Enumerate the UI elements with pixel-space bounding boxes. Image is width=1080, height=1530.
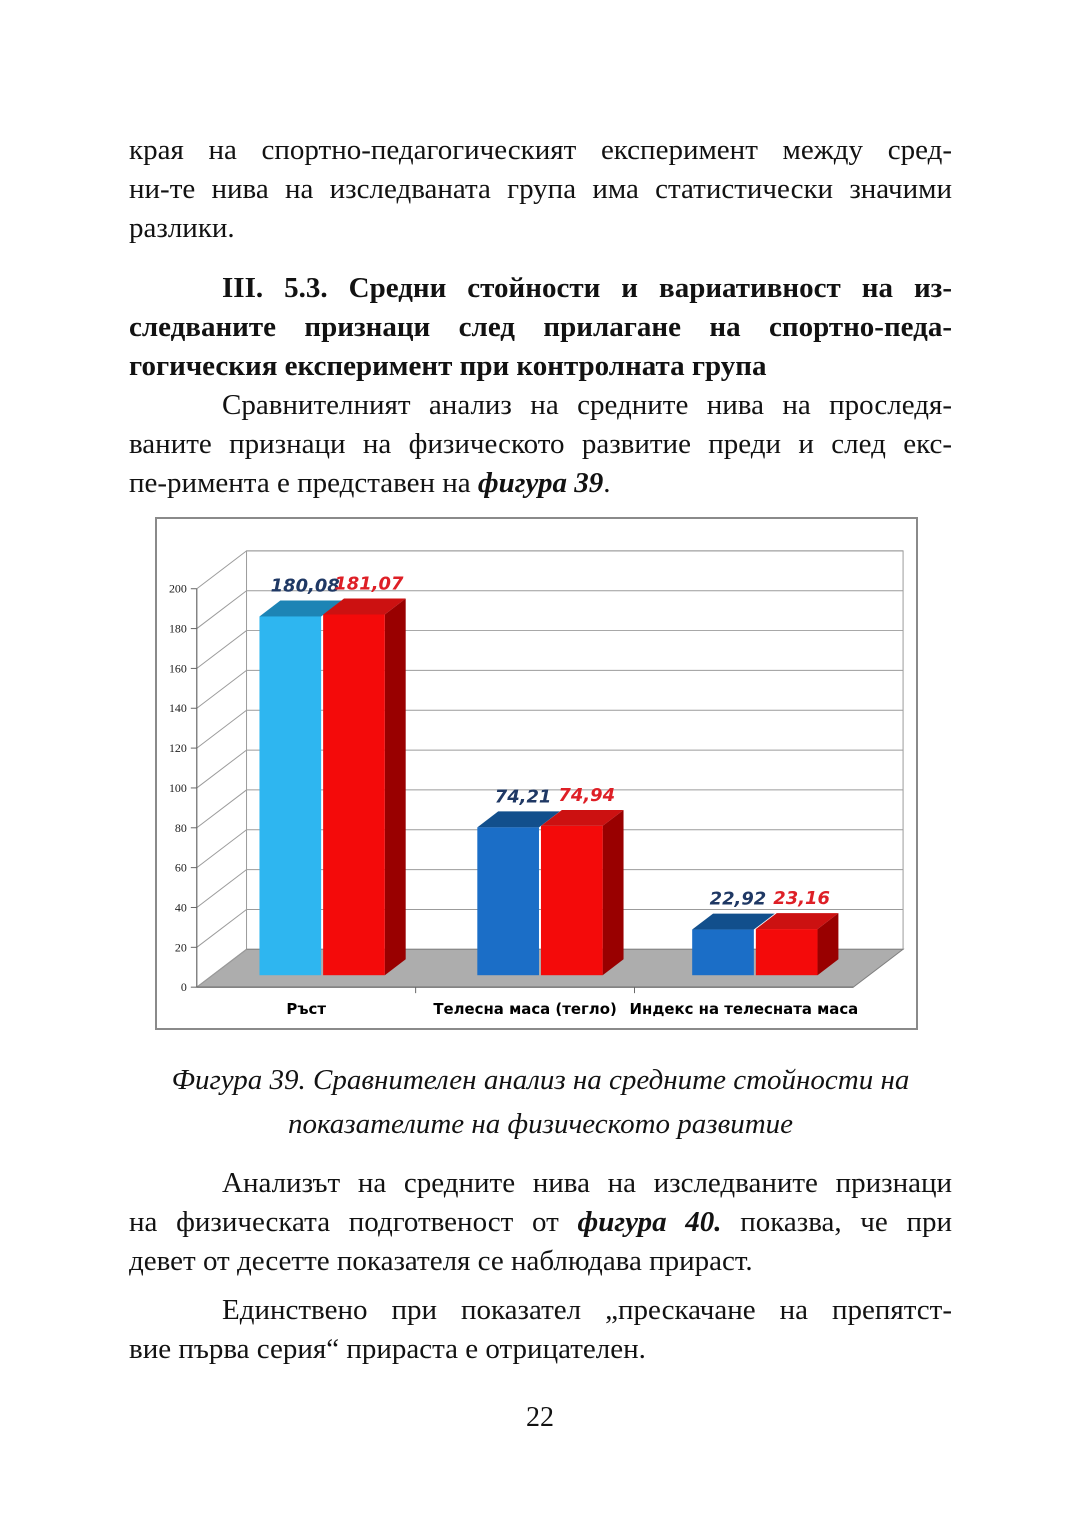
category-label: Ръст (286, 1000, 327, 1019)
category-label: Телесна маса (тегло) (433, 1000, 617, 1019)
grid-connector-line (197, 670, 247, 708)
bar-value-label: 181,07 (334, 573, 404, 595)
text-line (129, 464, 952, 503)
bar-value-label: 22,92 (709, 888, 767, 910)
text-line (129, 1203, 952, 1242)
heading-line: гогическия експеримент при контролната група (129, 350, 767, 382)
figure-40-reference: фигура 40. (577, 1206, 722, 1238)
grid-connector-line (197, 631, 247, 669)
caption-line: показателите на физическото развитие (287, 1108, 794, 1140)
bar-front-face (692, 930, 754, 976)
text-line: Сравнителният анализ на средните нива на проследя- (222, 389, 952, 421)
bar-front-face (323, 614, 385, 975)
grid-connector-line (197, 830, 247, 868)
bar-front-face (756, 929, 818, 975)
text-line: ни-те нива на изследваната група има статистически значими (129, 173, 952, 205)
y-tick-label: 0 (180, 980, 187, 995)
text-line: края на спортно-педагогическият експеримент между сред- (129, 134, 952, 166)
y-tick-label: 80 (174, 820, 187, 835)
y-tick-label: 40 (174, 900, 187, 915)
grid-connector-line (197, 591, 247, 629)
bar-side-face (385, 599, 406, 976)
category-label: Индекс на телесната маса (629, 1000, 859, 1019)
y-tick-label: 160 (168, 661, 187, 676)
figure-39-caption (129, 1058, 952, 1146)
bar-chart-canvas (157, 519, 916, 1028)
text-segment: на физическата подготвеност от (129, 1206, 578, 1238)
grid-connector-line (197, 870, 247, 908)
bar-front-face (477, 827, 539, 975)
text-line: вие първа серия“ прираста е отрицателен. (129, 1333, 646, 1365)
y-tick-label: 100 (168, 780, 187, 795)
bar-value-label: 23,16 (773, 888, 830, 910)
upper-text-block (129, 131, 952, 503)
text-line: Анализът на средните нива на изследваните признаци (222, 1167, 952, 1199)
bar-value-label: 74,94 (558, 785, 616, 807)
y-tick-label: 20 (174, 940, 187, 955)
text-line: Единствено при показател „прескачане на препятст- (222, 1294, 952, 1326)
bar-side-face (603, 810, 624, 975)
bar-value-label: 74,21 (494, 786, 552, 808)
y-tick-label: 120 (168, 741, 187, 756)
heading-line: следваните признаци след прилагане на спортно-педа- (129, 311, 952, 343)
bar-value-label: 180,08 (270, 575, 340, 597)
grid-connector-line (197, 750, 247, 788)
paragraph-analysis (129, 1164, 952, 1281)
y-tick-label: 180 (168, 621, 187, 636)
text-segment: . (603, 467, 611, 499)
caption-line: Фигура 39. Сравнителен анализ на средните стойности на (171, 1064, 910, 1096)
text-line: ваните признаци на физическото развитие преди и след екс- (129, 428, 952, 460)
paragraph-lead (129, 386, 952, 503)
page-number: 22 (526, 1402, 554, 1433)
y-tick-label: 60 (174, 860, 187, 875)
text-segment: показва, че при (721, 1206, 952, 1238)
grid-connector-line (197, 790, 247, 828)
figure-39-chart (155, 517, 918, 1030)
bar-front-face (541, 826, 603, 975)
grid-connector-line (197, 909, 247, 947)
section-heading (129, 269, 952, 386)
text-line: девет от десетте показателя се наблюдава прираст. (129, 1245, 753, 1277)
y-tick-label: 140 (168, 701, 187, 716)
figure-39-reference: фигура 39 (477, 467, 604, 499)
y-tick-label: 200 (168, 581, 187, 596)
text-segment: пе-римента е представен на (129, 467, 478, 499)
text-line: разлики. (129, 212, 235, 244)
grid-connector-line (197, 551, 247, 589)
grid-connector-line (197, 710, 247, 748)
paragraph-note (129, 1291, 952, 1369)
paragraph-intro (129, 131, 952, 248)
heading-line: III. 5.3. Средни стойности и вариативност на из- (222, 272, 952, 304)
lower-text-block (129, 1164, 952, 1369)
bar-front-face (259, 616, 321, 975)
